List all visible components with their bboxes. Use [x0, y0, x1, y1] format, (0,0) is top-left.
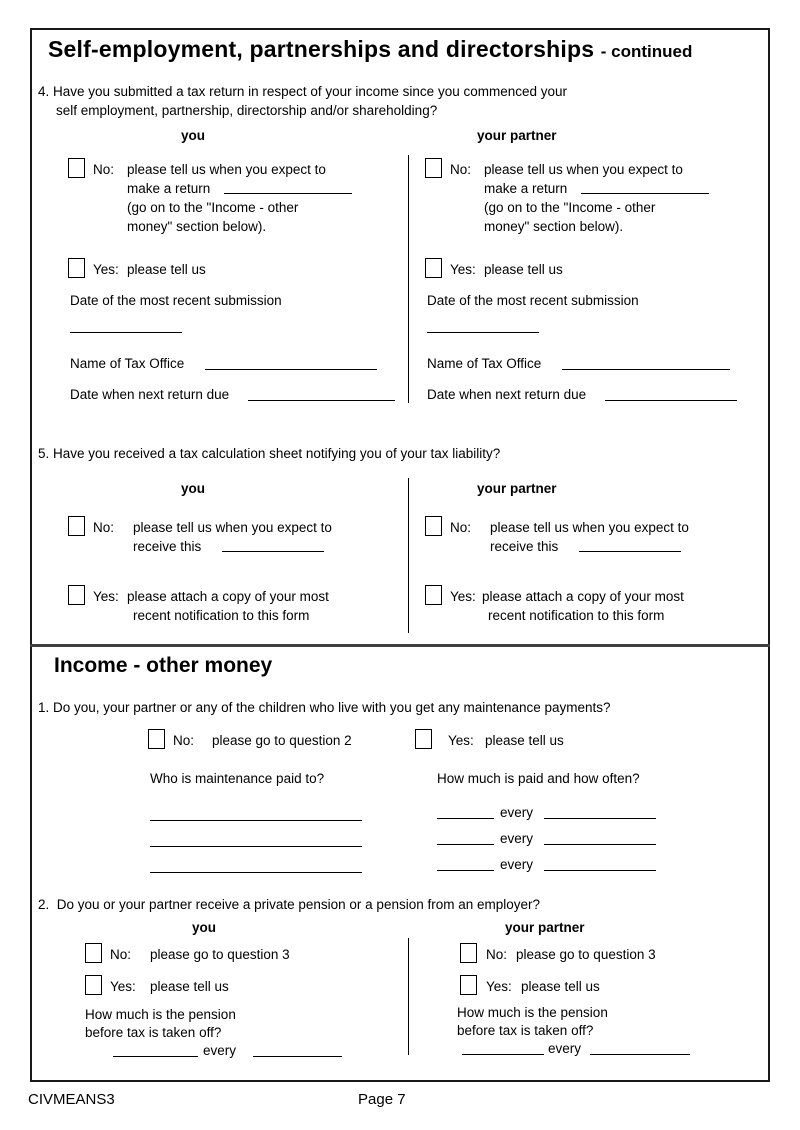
section1-title-text: Self-employment, partnerships and directorships	[48, 36, 595, 62]
income-q2-partner-no-label: No:	[486, 947, 508, 962]
q5-partner-no-checkbox[interactable]	[425, 516, 442, 536]
income-q1-yes-text: please tell us	[485, 733, 564, 748]
income-q1-question: 1. Do you, your partner or any of the children who live with you get any maintenance payments?	[38, 700, 611, 715]
income-q1-who-blank-3[interactable]	[150, 872, 362, 873]
q5-you-header: you	[181, 481, 206, 496]
income-q1-period-blank-3[interactable]	[544, 870, 656, 871]
income-q1-every-label-1: every	[500, 805, 534, 820]
q5-you-no-label: No:	[93, 520, 115, 535]
income-q1-every-label-3: every	[500, 857, 534, 872]
q4-partner-next-return-label: Date when next return due	[427, 387, 587, 402]
q5-partner-yes-checkbox[interactable]	[425, 585, 442, 605]
footer-form-code: CIVMEANS3	[28, 1091, 115, 1108]
q4-you-date-submission-blank[interactable]	[70, 332, 182, 333]
q5-question: 5. Have you received a tax calculation sheet notifying you of your tax liability?	[38, 446, 501, 461]
q4-you-no-checkbox[interactable]	[68, 158, 85, 178]
q5-you-no-text1: please tell us when you expect to	[133, 520, 332, 535]
q4-partner-tax-office-label: Name of Tax Office	[427, 356, 542, 371]
income-q2-you-pension-line1: How much is the pension	[85, 1007, 236, 1022]
income-q2-you-no-checkbox[interactable]	[85, 943, 102, 963]
q5-partner-no-text1: please tell us when you expect to	[490, 520, 689, 535]
q5-partner-yes-text2: recent notification to this form	[488, 608, 665, 623]
income-q1-who-blank-2[interactable]	[150, 846, 362, 847]
income-q2-you-amount-blank[interactable]	[113, 1056, 198, 1057]
q4-you-make-return-blank[interactable]	[224, 193, 352, 194]
section1-title	[48, 36, 692, 63]
q4-you-tax-office-blank[interactable]	[205, 369, 377, 370]
q5-partner-header: your partner	[477, 481, 557, 496]
q4-partner-yes-checkbox[interactable]	[425, 258, 442, 278]
q4-you-no-text1: please tell us when you expect to	[127, 162, 326, 177]
income-q2-partner-yes-label: Yes:	[486, 979, 512, 994]
income-q2-you-no-label: No:	[110, 947, 132, 962]
income-q2-partner-pension-line1: How much is the pension	[457, 1005, 608, 1020]
income-q2-partner-header: your partner	[505, 920, 585, 935]
income-q1-who-label: Who is maintenance paid to?	[150, 771, 325, 786]
income-q2-partner-no-checkbox[interactable]	[460, 943, 477, 963]
income-q2-column-divider	[408, 938, 409, 1055]
q4-partner-no-text1: please tell us when you expect to	[484, 162, 683, 177]
income-q2-partner-every-label: every	[548, 1041, 582, 1056]
q5-you-receive-blank[interactable]	[222, 551, 324, 552]
footer-page-number: Page 7	[358, 1091, 406, 1108]
section-divider	[30, 644, 770, 647]
income-q2-you-yes-text: please tell us	[150, 979, 229, 994]
q4-you-tax-office-label: Name of Tax Office	[70, 356, 185, 371]
income-q1-every-label-2: every	[500, 831, 534, 846]
q5-you-yes-checkbox[interactable]	[68, 585, 85, 605]
q4-partner-date-submission-label: Date of the most recent submission	[427, 293, 639, 308]
income-q2-you-yes-checkbox[interactable]	[85, 975, 102, 995]
income-q1-yes-checkbox[interactable]	[415, 729, 432, 749]
q4-you-yes-label: Yes:	[93, 262, 119, 277]
q5-partner-yes-label: Yes:	[450, 589, 476, 604]
income-q2-partner-amount-blank[interactable]	[462, 1054, 544, 1055]
q4-you-next-return-label: Date when next return due	[70, 387, 230, 402]
q4-you-no-text4: money" section below).	[127, 219, 267, 234]
q5-you-yes-text1: please attach a copy of your most	[127, 589, 329, 604]
income-q2-you-pension-line2: before tax is taken off?	[85, 1025, 222, 1040]
q4-partner-no-text4: money" section below).	[484, 219, 624, 234]
q4-partner-date-submission-blank[interactable]	[427, 332, 539, 333]
q4-partner-yes-label: Yes:	[450, 262, 476, 277]
q5-you-yes-text2: recent notification to this form	[133, 608, 310, 623]
q5-partner-no-label: No:	[450, 520, 472, 535]
q4-you-next-return-blank[interactable]	[248, 400, 395, 401]
income-q1-amount-blank-1[interactable]	[437, 818, 494, 819]
q4-you-yes-checkbox[interactable]	[68, 258, 85, 278]
section1-title-suffix: - continued	[600, 42, 693, 61]
section2-title: Income - other money	[54, 654, 273, 677]
q4-partner-no-text3: (go on to the "Income - other	[484, 200, 656, 215]
income-q1-yes-label: Yes:	[448, 733, 474, 748]
income-q2-partner-no-text: please go to question 3	[516, 947, 656, 962]
income-q1-amount-blank-2[interactable]	[437, 844, 494, 845]
q4-you-yes-text: please tell us	[127, 262, 206, 277]
income-q2-partner-yes-text: please tell us	[521, 979, 600, 994]
q5-partner-receive-blank[interactable]	[579, 551, 681, 552]
income-q2-question: 2. Do you or your partner receive a private pension or a pension from an employer?	[38, 897, 541, 912]
q4-partner-no-label: No:	[450, 162, 472, 177]
q4-you-date-submission-label: Date of the most recent submission	[70, 293, 282, 308]
q5-partner-yes-text1: please attach a copy of your most	[482, 589, 684, 604]
income-q2-partner-period-blank[interactable]	[590, 1054, 690, 1055]
q4-you-no-label: No:	[93, 162, 115, 177]
q4-partner-no-checkbox[interactable]	[425, 158, 442, 178]
q5-partner-no-text2: receive this	[490, 539, 559, 554]
income-q1-how-label: How much is paid and how often?	[437, 771, 640, 786]
q4-partner-next-return-blank[interactable]	[605, 400, 737, 401]
income-q1-amount-blank-3[interactable]	[437, 870, 494, 871]
q4-you-header: you	[181, 128, 206, 143]
income-q1-no-text: please go to question 2	[212, 733, 352, 748]
income-q2-partner-pension-line2: before tax is taken off?	[457, 1023, 594, 1038]
income-q2-you-no-text: please go to question 3	[150, 947, 290, 962]
income-q2-you-every-label: every	[203, 1043, 237, 1058]
q5-you-yes-label: Yes:	[93, 589, 119, 604]
q4-you-no-text2: make a return	[127, 181, 211, 196]
q5-column-divider	[408, 478, 409, 633]
income-q1-period-blank-1[interactable]	[544, 818, 656, 819]
income-q2-you-period-blank[interactable]	[253, 1056, 342, 1057]
income-q2-partner-yes-checkbox[interactable]	[460, 975, 477, 995]
q4-partner-tax-office-blank[interactable]	[562, 369, 730, 370]
q5-you-no-checkbox[interactable]	[68, 516, 85, 536]
q4-partner-header: your partner	[477, 128, 557, 143]
income-q1-no-label: No:	[173, 733, 195, 748]
q4-you-no-text3: (go on to the "Income - other	[127, 200, 299, 215]
q4-partner-make-return-blank[interactable]	[581, 193, 709, 194]
income-q2-you-header: you	[192, 920, 217, 935]
q4-partner-no-text2: make a return	[484, 181, 568, 196]
income-q1-who-blank-1[interactable]	[150, 820, 362, 821]
income-q1-period-blank-2[interactable]	[544, 844, 656, 845]
q4-question-line1: 4. Have you submitted a tax return in respect of your income since you commenced your	[38, 84, 568, 99]
income-q1-no-checkbox[interactable]	[148, 729, 165, 749]
q4-column-divider	[408, 155, 409, 403]
q4-partner-yes-text: please tell us	[484, 262, 563, 277]
q5-you-no-text2: receive this	[133, 539, 202, 554]
q4-question-line2: self employment, partnership, directorship and/or shareholding?	[56, 103, 438, 118]
income-q2-you-yes-label: Yes:	[110, 979, 136, 994]
